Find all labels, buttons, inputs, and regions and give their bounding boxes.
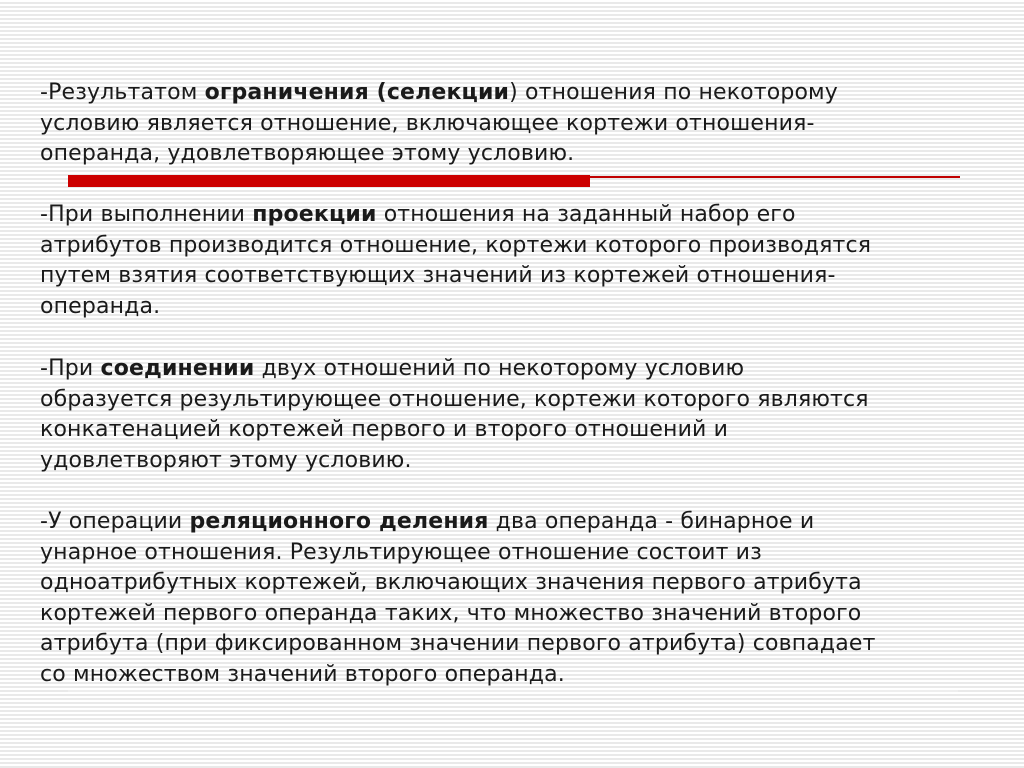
paragraph-body: ) отношения по некоторому условию является отношение, включающее кортежи отношения- операнда, удовлетворяющее этому условию.	[40, 80, 838, 166]
paragraph-lead: -У операции	[40, 509, 190, 534]
paragraph-lead: -При	[40, 356, 101, 381]
accent-rule	[590, 176, 960, 178]
paragraph-lead: -При выполнении	[40, 202, 253, 227]
paragraph-projection	[40, 200, 1000, 322]
paragraph-join	[40, 354, 1000, 476]
term-division: реляционного деления	[189, 509, 489, 534]
term-selection: ограничения (селекции	[204, 80, 510, 105]
paragraph-division	[40, 507, 1000, 690]
paragraph-body: двух отношений по некоторому условию образуется результирующее отношение, кортежи которого являются конкатенацией кортежей первого и второго отношений и удовлетворяют этому условию.	[40, 356, 869, 473]
accent-bar	[68, 175, 590, 187]
paragraph-body: два операнда - бинарное и унарное отношения. Результирующее отношение состоит из одноатрибутных кортежей, включающих значения первого атрибута кортежей первого операнда таких, что множество значений второго атрибута (при фиксированном значении первого атрибута) совпадает со множеством значений второго операнда.	[40, 509, 876, 687]
paragraph-selection	[40, 78, 1000, 170]
paragraph-lead: -Результатом	[40, 80, 205, 105]
term-join: соединении	[100, 356, 255, 381]
term-projection: проекции	[252, 202, 377, 227]
paragraph-body: отношения на заданный набор его атрибутов производится отношение, кортежи которого производятся путем взятия соответствующих значений из кортежей отношения- операнда.	[40, 202, 872, 319]
bottom-rule	[68, 690, 958, 692]
